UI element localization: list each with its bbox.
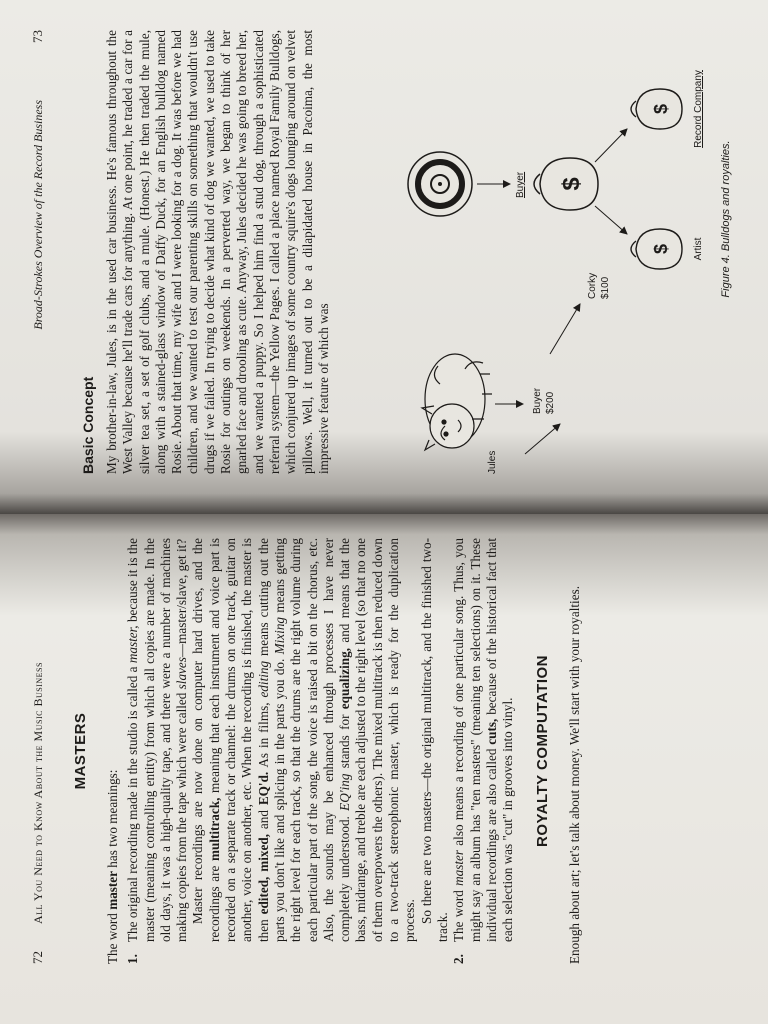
left-page bbox=[0, 514, 768, 1024]
arrow-to-corky bbox=[525, 424, 560, 454]
masters-heading: MASTERS bbox=[72, 712, 89, 790]
buyer-right-label: Buyer bbox=[515, 171, 526, 198]
figure-caption: Figure 4. Bulldogs and royalties. bbox=[720, 140, 732, 298]
item1-para2: Master recordings are now done on computer hard drives, and the recordings are multitrack, meaning that each instrument and voice part is recorded on a separate track or channel: the drums on one track, guitar on another, voice on another, etc. When the recording is finished, the master is then edited, mixed, and EQ'd. As in films, editing means cutting out the parts you don't like and splicing in the parts you do. Mixing means getting the right level for each track, so that the drums are the right volume during each particular part of the song, the voice is raised a bit on the chorus, etc. Also, the sounds may be enhanced through processes I have never completely understood. EQ'ing stands for equalizing, and means that the bass, midrange, and treble are each adjusted to the right level (so that no one of them overpowers the others). The mixed multitrack is then reduced down to a two-track stereophonic master, which is ready for the duplication process. bbox=[190, 537, 418, 942]
arrow-from-buyer bbox=[550, 304, 580, 354]
bulldog-icon bbox=[422, 354, 492, 450]
list-item bbox=[451, 538, 516, 964]
arrow-to-record-company bbox=[595, 129, 627, 162]
right-page-number: 73 bbox=[30, 30, 45, 43]
vinyl-record-icon bbox=[408, 152, 472, 216]
money-bag-buyer-icon bbox=[534, 158, 598, 210]
left-running-title: All You Need to Know About the Music Business bbox=[31, 662, 45, 924]
svg-text:$: $ bbox=[558, 177, 585, 191]
buyer-left-label: Buyer bbox=[532, 387, 543, 414]
basic-concept-body: My brother-in-law, Jules, is in the used car business. He's famous throughout the West Valley because he'll trade cars for anything. At one point, he traded a car for a silver tea set, a set of golf clubs, and a mule. (Honest.) He then traded the mule, along with a stained-glass window of Daffy Duck, for an English bulldog named Rosie. About that time, my wife and I were looking for a dog. It was before we had children, and we wanted to test our parenting skills on something that wouldn't use drugs if we failed. In trying to decide what kind of dog we wanted, we used to take Rosie for outings on weekends. In a perverted way, we began to think of her gnarled face and drooling as cute. Anyway, Jules decided he was going to breed her, and we wanted a puppy. So I helped him find a stud dog, through a sophisticated referral system—the Yellow Pages. I called a place named Royal Family Bulldogs, which conjured up images of some country squire's dogs lounging around on velvet pillows. Well, it turned out to be a dilapidated house in Pacoima, the most impressive feature of which was bbox=[104, 30, 331, 474]
cut-off-label: Jules bbox=[487, 450, 498, 474]
corky-amount: $100 bbox=[600, 276, 611, 299]
closing-paragraph: Enough about art; let's talk about money. We'll start with your royalties. bbox=[567, 586, 583, 964]
buyer-left-amount: $200 bbox=[545, 391, 556, 414]
list-marker: 1. bbox=[125, 954, 141, 964]
meanings-list bbox=[125, 538, 516, 964]
intro-paragraph: The word master has two meanings: bbox=[105, 769, 120, 964]
right-running-header bbox=[30, 30, 52, 474]
svg-text:$: $ bbox=[651, 243, 671, 255]
list-item bbox=[125, 538, 451, 964]
money-bag-artist-icon bbox=[631, 229, 682, 269]
item1-para1: The original recording made in the studio is called a master, because it is the master (meaning controlling entity) from which all copies are made. In the old days, it was a high-quality tape, and there were a number of machines making copies from the tape which were called slaves—master/slave, get it? bbox=[125, 538, 190, 942]
royalty-computation-heading: ROYALTY COMPUTATION bbox=[534, 655, 552, 848]
corky-label: Corky bbox=[587, 272, 598, 299]
arrow-to-artist bbox=[595, 206, 627, 234]
bulldogs-royalties-figure bbox=[395, 30, 735, 474]
item2-para: The word master also means a recording of one particular song. Thus, you might say an album has "ten masters" (meaning ten selections) on it. These individual recordings are also called cuts, because of the historical fact that each selection was "cut" in grooves into vinyl. bbox=[451, 538, 516, 942]
left-page-number: 72 bbox=[30, 951, 45, 964]
record-company-label: Record Company bbox=[693, 70, 704, 148]
svg-text:$: $ bbox=[651, 103, 671, 115]
basic-concept-heading: Basic Concept bbox=[80, 376, 96, 474]
right-running-title: Broad-Strokes Overview of the Record Business bbox=[31, 100, 45, 330]
list-marker: 2. bbox=[451, 954, 467, 964]
money-bag-record-company-icon bbox=[631, 89, 682, 129]
left-running-header bbox=[30, 538, 52, 964]
artist-label: Artist bbox=[693, 237, 704, 261]
item1-para3: So there are two masters—the original multitrack, and the finished two-track. bbox=[418, 538, 450, 942]
